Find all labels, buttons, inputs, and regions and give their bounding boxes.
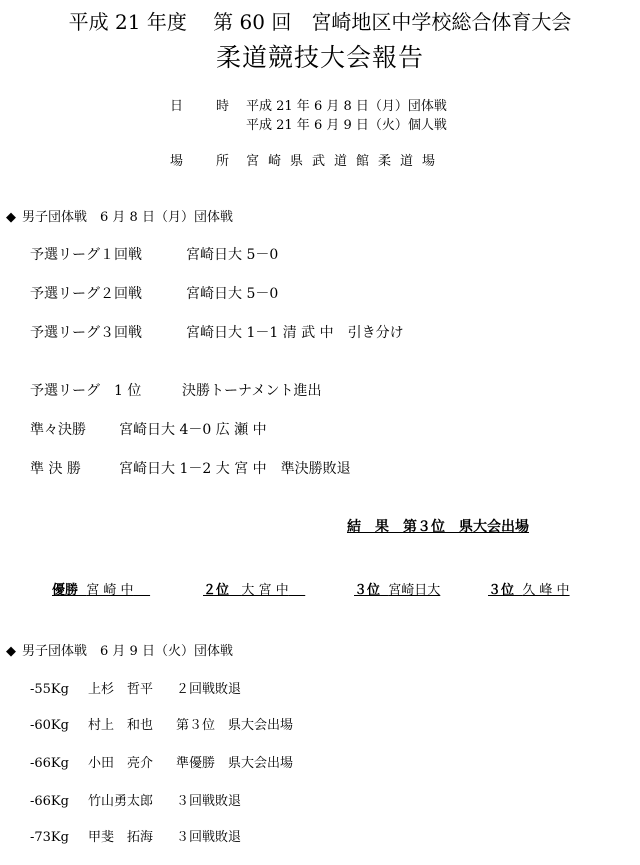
venue-row <box>170 150 444 169</box>
entry-row-4 <box>30 790 241 809</box>
league-result: 宮崎日大 5－0 <box>186 286 279 302</box>
team-section-heading-text: 男子団体戦 6 月 8 日（月）団体戦 <box>22 210 233 225</box>
placing-4 <box>488 579 570 598</box>
entry-row-2 <box>30 714 293 733</box>
entry-name: 竹山勇太郎 <box>88 794 154 809</box>
league-row-2 <box>30 283 278 303</box>
league-summary-row <box>30 380 321 400</box>
venue-value: 宮崎県武道館柔道場 <box>246 154 445 169</box>
league-summary-result: 決勝トーナメント進出 <box>182 383 322 399</box>
entry-name: 甲斐 拓海 <box>88 830 154 845</box>
final-result: 結 果 第３位 県大会出場 <box>347 519 529 535</box>
entry-row-5 <box>30 826 241 845</box>
placing-1 <box>52 579 150 598</box>
entry-weight: -55Kg <box>30 682 69 697</box>
date-row-1 <box>170 95 447 114</box>
league-row-3 <box>30 322 404 342</box>
entry-row-1 <box>30 678 241 697</box>
tournament-row-1 <box>30 419 267 439</box>
entry-name: 小田 亮介 <box>88 756 154 771</box>
league-result: 宮崎日大 1－1 清 武 中 引き分け <box>186 325 404 341</box>
tournament-round: 準々決勝 <box>30 422 86 438</box>
placing-2 <box>203 579 305 598</box>
tournament-row-2 <box>30 458 351 478</box>
entry-weight: -60Kg <box>30 718 69 733</box>
entry-name: 村上 和也 <box>88 718 154 733</box>
tournament-result: 宮崎日大 4－0 広 瀬 中 <box>119 422 267 438</box>
placing-school: 大 宮 中 <box>241 583 289 598</box>
placing-school: 久 峰 中 <box>522 583 570 598</box>
placing-rank: ３位 <box>354 583 381 598</box>
league-result: 宮崎日大 5－0 <box>186 247 279 263</box>
league-summary-label: 予選リーグ 1 位 <box>30 383 142 399</box>
league-row-1 <box>30 244 278 264</box>
league-round: 予選リーグ２回戦 <box>30 286 142 302</box>
entry-result: ２回戦敗退 <box>176 682 242 697</box>
individual-section-heading-text: 男子団体戦 6 月 9 日（火）団体戦 <box>22 644 233 659</box>
placing-school: 宮崎日大 <box>388 583 441 598</box>
placing-3 <box>354 579 440 598</box>
diamond-bullet-icon: ◆ <box>6 210 16 225</box>
tournament-round: 準 決 勝 <box>30 461 81 477</box>
league-round: 予選リーグ３回戦 <box>30 325 142 341</box>
individual-section-heading <box>6 640 233 659</box>
entry-result: 第３位 県大会出場 <box>176 718 294 733</box>
date-label: 日 時 <box>170 99 240 114</box>
entry-result: ３回戦敗退 <box>176 830 242 845</box>
diamond-bullet-icon: ◆ <box>6 644 16 659</box>
document-title: 平成 21 年度 第 60 回 宮崎地区中学校総合体育大会 <box>68 10 572 34</box>
placing-rank: ３位 <box>488 583 515 598</box>
entry-name: 上杉 哲平 <box>88 682 154 697</box>
placing-rank: 優勝 <box>52 583 79 598</box>
entry-result: ３回戦敗退 <box>176 794 242 809</box>
document-subtitle: 柔道競技大会報告 <box>215 43 424 72</box>
entry-weight: -73Kg <box>30 830 69 845</box>
entry-weight: -66Kg <box>30 756 69 771</box>
league-round: 予選リーグ１回戦 <box>30 247 142 263</box>
placing-rank: ２位 <box>203 583 230 598</box>
date-line-2: 平成 21 年 6 月 9 日（火）個人戦 <box>246 118 447 133</box>
placing-school: 宮 崎 中 <box>86 583 134 598</box>
date-line-1: 平成 21 年 6 月 8 日（月）団体戦 <box>246 99 447 114</box>
tournament-result: 宮崎日大 1－2 大 宮 中 準決勝敗退 <box>119 461 351 477</box>
entry-weight: -66Kg <box>30 794 69 809</box>
entry-row-3 <box>30 752 293 771</box>
venue-label: 場 所 <box>170 154 240 169</box>
entry-result: 準優勝 県大会出場 <box>176 756 294 771</box>
team-section-heading <box>6 206 233 225</box>
